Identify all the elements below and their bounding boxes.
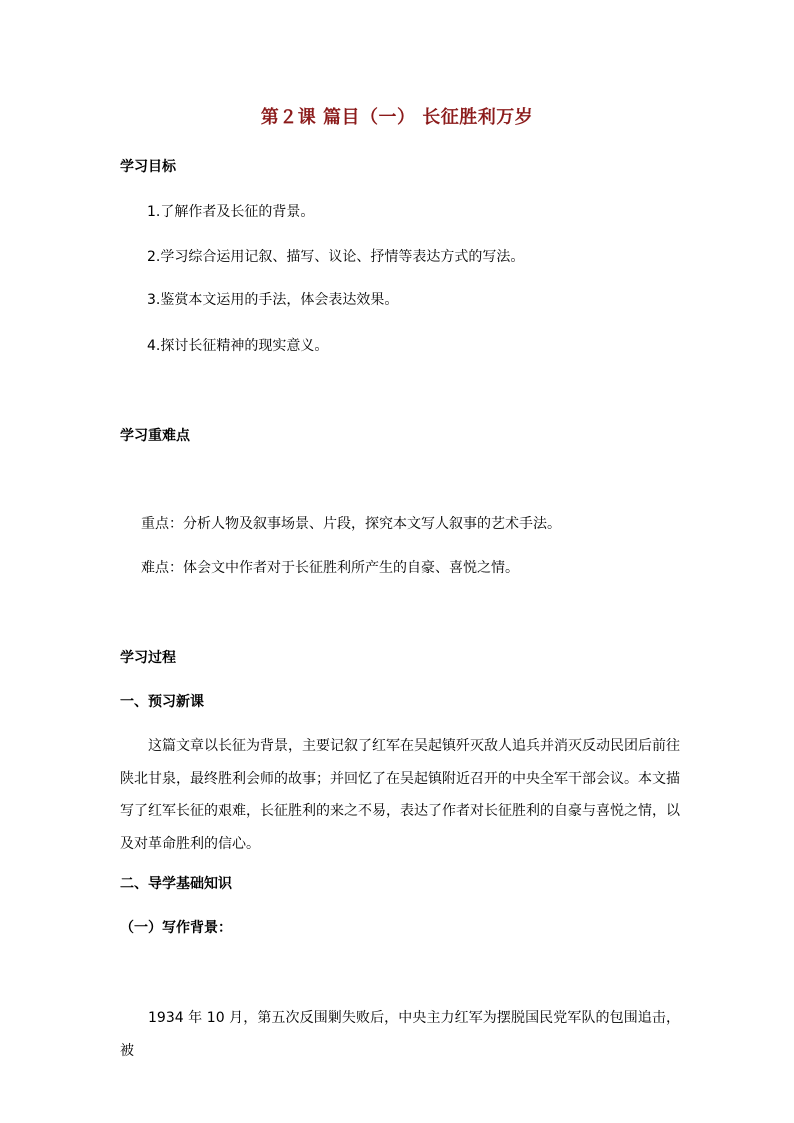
goal-item: 4.探讨长征精神的现实意义。 — [147, 338, 329, 354]
key-point-item: 重点：分析人物及叙事场景、片段，探究本文写人叙事的艺术手法。 — [141, 516, 561, 532]
background-paragraph: 1934 年 10 月，第五次反围剿失败后，中央主力红军为摆脱国民党军队的包围追击，被 — [120, 1010, 680, 1059]
difficult-point-item: 难点：体会文中作者对于长征胜利所产生的自豪、喜悦之情。 — [141, 560, 519, 576]
subsection-heading-preview: 一、预习新课 — [120, 694, 204, 710]
writing-background-heading: （一）写作背景： — [120, 920, 232, 936]
goal-item: 3.鉴赏本文运用的手法，体会表达效果。 — [147, 292, 399, 308]
preview-paragraph: 这篇文章以长征为背景，主要记叙了红军在吴起镇歼灭敌人追兵并消灭反动民团后前往陕北甘泉，最终胜利会师的故事；并回忆了在吴起镇附近召开的中央全军干部会议。本文描写了红军长征的艰难，长征胜利的来之不易，表达了作者对长征胜利的自豪与喜悦之情，以及对革命胜利的信心。 — [120, 738, 680, 852]
section-heading-process: 学习过程 — [120, 650, 176, 666]
section-heading-key-points: 学习重难点 — [120, 428, 190, 444]
subsection-heading-basics: 二、导学基础知识 — [120, 876, 232, 892]
page-title: 第２课 篇目（一） 长征胜利万岁 — [260, 107, 534, 128]
section-heading-goals: 学习目标 — [120, 159, 176, 175]
goal-item: 2.学习综合运用记叙、描写、议论、抒情等表达方式的写法。 — [147, 249, 525, 265]
goal-item: 1.了解作者及长征的背景。 — [147, 204, 315, 220]
